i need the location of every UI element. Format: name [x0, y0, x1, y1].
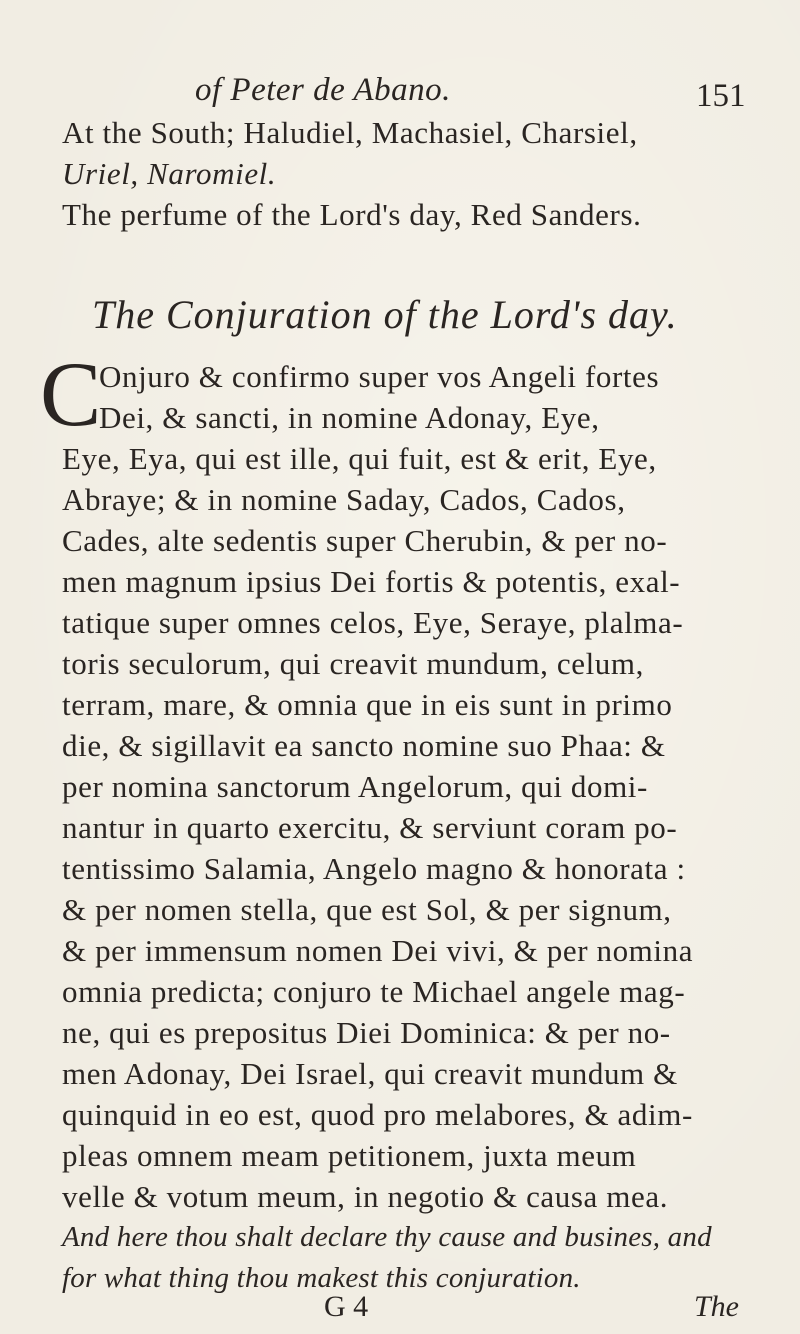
closing-instruction: [62, 1217, 778, 1299]
body-line: omnia predicta; conjuro te Michael angele mag-: [62, 974, 686, 1009]
body-paragraph: [62, 438, 778, 1217]
intro-line-2-text: Uriel, Naromiel.: [62, 156, 277, 191]
body-line: tatique super omnes celos, Eye, Seraye, plalma-: [62, 605, 684, 640]
intro-line-1: [62, 112, 778, 153]
running-head: of Peter de Abano.: [195, 72, 451, 108]
page-number: 151: [696, 78, 746, 114]
closing-line: for what thing thou makest this conjuration.: [62, 1262, 581, 1294]
body-line: per nomina sanctorum Angelorum, qui domi-: [62, 769, 648, 804]
body-line: terram, mare, & omnia que in eis sunt in primo: [62, 687, 673, 722]
body-line: ne, qui es prepositus Diei Dominica: & per no-: [62, 1015, 671, 1050]
intro-line-3-text: The perfume of the Lord's day, Red Sanders.: [62, 197, 642, 232]
body-line: men Adonay, Dei Israel, qui creavit mundum &: [62, 1056, 678, 1091]
body-line: Dei, & sancti, in nomine Adonay, Eye,: [99, 400, 600, 435]
intro-line-1-text: At the South; Haludiel, Machasiel, Charsiel,: [62, 115, 638, 150]
body-line: pleas omnem meam petitionem, juxta meum: [62, 1138, 637, 1173]
body-line: Cades, alte sedentis super Cherubin, & per no-: [62, 523, 668, 558]
body-line: & per nomen stella, que est Sol, & per signum,: [62, 892, 672, 927]
body-line: nantur in quarto exercitu, & serviunt coram po-: [62, 810, 678, 845]
body-line: Abraye; & in nomine Saday, Cados, Cados,: [62, 482, 626, 517]
closing-line: And here thou shalt declare thy cause and busines, and: [62, 1221, 712, 1253]
intro-line-2: [62, 153, 778, 194]
section-heading: The Conjuration of the Lord's day.: [92, 292, 678, 337]
body-line: tentissimo Salamia, Angelo magno & honorata :: [62, 851, 686, 886]
body-first-lines: [99, 356, 779, 438]
body-line: & per immensum nomen Dei vivi, & per nomina: [62, 933, 694, 968]
body-line: quinquid in eo est, quod pro melabores, & adim-: [62, 1097, 693, 1132]
body-line: velle & votum meum, in negotio & causa mea.: [62, 1179, 669, 1214]
body-line: Eye, Eya, qui est ille, qui fuit, est & erit, Eye,: [62, 441, 657, 476]
drop-cap: C: [40, 343, 102, 445]
body-line: Onjuro & confirmo super vos Angeli fortes: [99, 359, 660, 394]
signature-mark: G 4: [324, 1290, 369, 1323]
intro-line-3: [62, 194, 778, 235]
catchword: The: [694, 1290, 739, 1323]
body-line: die, & sigillavit ea sancto nomine suo Phaa: &: [62, 728, 666, 763]
body-line: toris seculorum, qui creavit mundum, celum,: [62, 646, 644, 681]
intro-paragraph: [62, 112, 778, 235]
body-line: men magnum ipsius Dei fortis & potentis, exal-: [62, 564, 681, 599]
